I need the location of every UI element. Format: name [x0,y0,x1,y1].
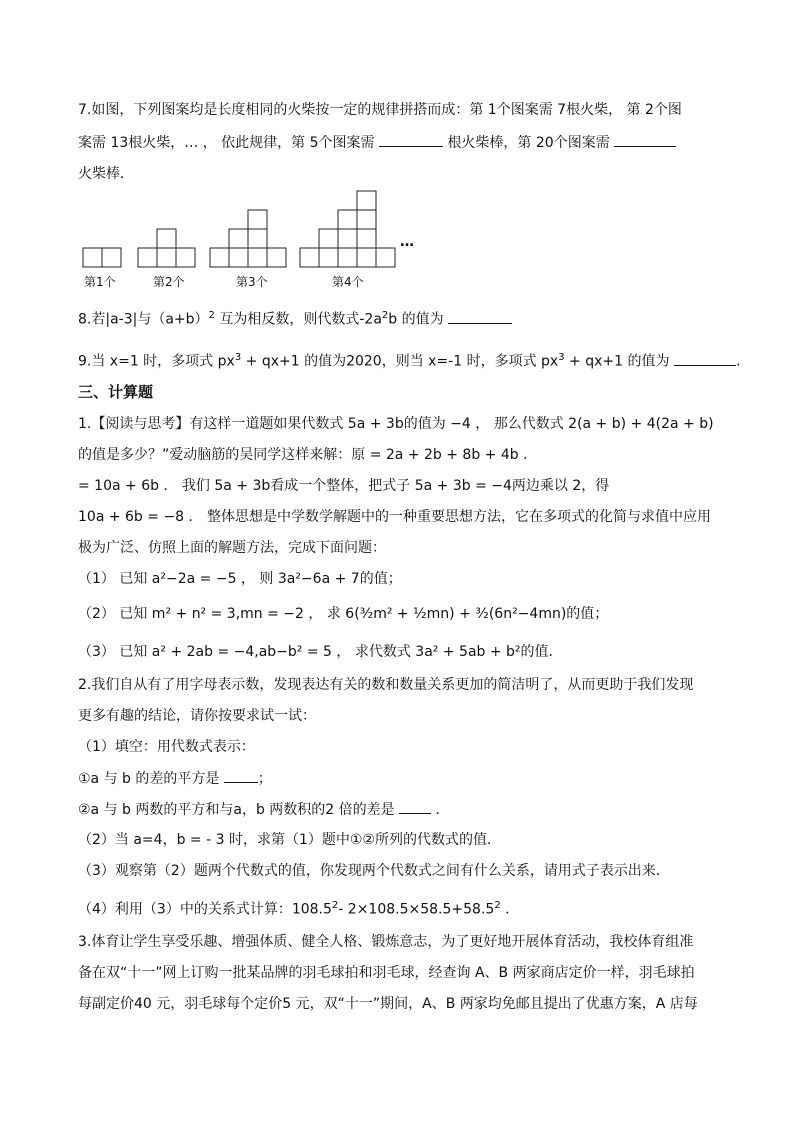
q8-text-a: 8.若|a-3|与（a+b） [78,311,209,328]
p2-text-4b: ； [257,771,272,787]
q7-line-3: 火柴棒． [78,166,134,182]
q9-text-b: + qx+1 的值为2020，则当 x=-1 时，多项式 px [245,353,559,370]
p1-line-1: 1.【阅读与思考】有这样一道题如果代数式 5a + 3b的值为 −4 ， 那么代数式 2(a + b) + 4(2a + b) [78,416,714,432]
q7-line-1: 7.如图，下列图案均是长度相同的火柴按一定的规律拼搭而成：第 1个图案需 7根火柴， 第 2个图 [78,102,682,118]
figure-label-1: 第1个 [84,275,116,289]
q9-exp-2: 3 [558,352,565,363]
p2-line-5 [78,799,450,820]
q9-text-c: + qx+1 的值为 [569,353,670,370]
fig2-square-3 [176,248,195,267]
q8-exp-2: 2 [381,310,389,321]
p2-text-5a: ②a 与 b 两数的平方和与a，b 两数积的2 倍的差是 [78,802,395,818]
p2-blank-2[interactable] [399,799,431,814]
q9-text-a: 9.当 x=1 时，多项式 px [78,353,235,370]
p2-line-4 [78,768,272,789]
p3-line-1: 3.体育让学生享受乐趣、增强体质、健全人格、锻炼意志，为了更好地开展体育活动，我校体育组准 [78,934,694,950]
p2-text-5b: ． [435,802,450,818]
q8-exp-1: 2 [208,310,215,321]
p2-line-7: （3）观察第（2）题两个代数式的值，你发现两个代数式之间有什么关系，请用式子表示出来． [78,863,670,879]
section-heading: 三、计算题 [78,383,154,401]
p2-exp-1: 2 [331,900,339,911]
fig2-square-top [157,229,176,248]
q7-blank-20th[interactable] [614,132,676,147]
matchstick-figure [80,190,440,290]
p1-sub-2: （2） 已知 m² + n² = 3,mn = −2 ， 求 6(³⁄₂m² + ¹⁄₂mn) + ³⁄₂(6n²−4mn)的值； [78,606,609,622]
p2-line-3: （1）填空：用代数式表示： [78,739,255,755]
q9-exp-1: 3 [234,352,242,363]
p2-line-6: （2）当 a=4，b = - 3 时，求第（1）题中①②所列的代数式的值． [78,832,501,848]
fig1-square-2 [102,248,121,267]
q7-text-a: 案需 13根火柴，… ， 依此规律，第 5个图案需 [78,135,375,151]
q8-line [78,306,512,330]
q8-text-c: b 的值为 [388,311,444,328]
p2-text-4a: ①a 与 b 的差的平方是 [78,771,220,787]
q8-text-b: 互为相反数，则代数式-2a [219,311,382,328]
q7-text-b: 根火柴棒，第 20个图案需 [447,135,610,151]
figure-label-2: 第2个 [153,275,185,289]
fig1-square-1 [83,248,102,267]
figure-ellipsis: … [400,234,414,250]
figure-label-3: 第3个 [236,275,268,289]
p2-line-1: 2.我们自从有了用字母表示数，发现表达有关的数和数量关系更加的简洁明了，从而更助于我们发现 [78,677,694,693]
p2-line-2: 更多有趣的结论，请你按要求试一试： [78,708,316,724]
p1-line-3: = 10a + 6b ． 我们 5a + 3b看成一个整体，把式子 5a + 3b = −4两边乘以 2，得 [78,478,610,494]
q7-line-2 [78,132,676,153]
fig2-square-2 [157,248,176,267]
p2-text-8c: ． [505,901,520,918]
p3-line-3: 每副定价40 元，羽毛球每个定价5 元，双“十一”期间，A、B 两家均免邮且提出了优惠方案，A 店每 [78,996,698,1012]
p1-sub-3: （3） 已知 a² + 2ab = −4,ab−b² = 5 ， 求代数式 3a² + 5ab + b²的值． [78,644,563,660]
q7-blank-5th[interactable] [379,132,443,147]
fig2-square-1 [138,248,157,267]
q9-text-d: . [735,353,741,370]
p2-text-8b: - 2×108.5×58.5+58.5 [338,901,495,918]
p2-blank-1[interactable] [224,768,258,783]
p1-sub-1: （1） 已知 a²−2a = −5 ， 则 3a²−6a + 7的值； [78,571,402,587]
p1-line-5: 极为广泛、仿照上面的解题方法，完成下面问题： [78,540,386,556]
figure-label-4: 第4个 [332,275,364,289]
p1-line-4: 10a + 6b = −8 ． 整体思想是中学数学解题中的一种重要思想方法，它在多项式的化简与求值中应用 [78,509,711,525]
q8-answer-blank[interactable] [448,309,512,324]
p2-line-8 [78,896,519,920]
q9-line [78,348,740,372]
q9-answer-blank[interactable] [674,351,736,366]
p2-exp-2: 2 [494,900,501,911]
p1-line-2: 的值是多少？”爱动脑筋的吴同学这样来解：原 = 2a + 2b + 8b + 4b ． [78,447,538,463]
p2-text-8a: （4）利用（3）中的关系式计算：108.5 [78,901,332,918]
p3-line-2: 备在双“十一”网上订购一批某品牌的羽毛球拍和羽毛球，经查询 A、B 两家商店定价一样，羽毛球拍 [78,965,695,981]
